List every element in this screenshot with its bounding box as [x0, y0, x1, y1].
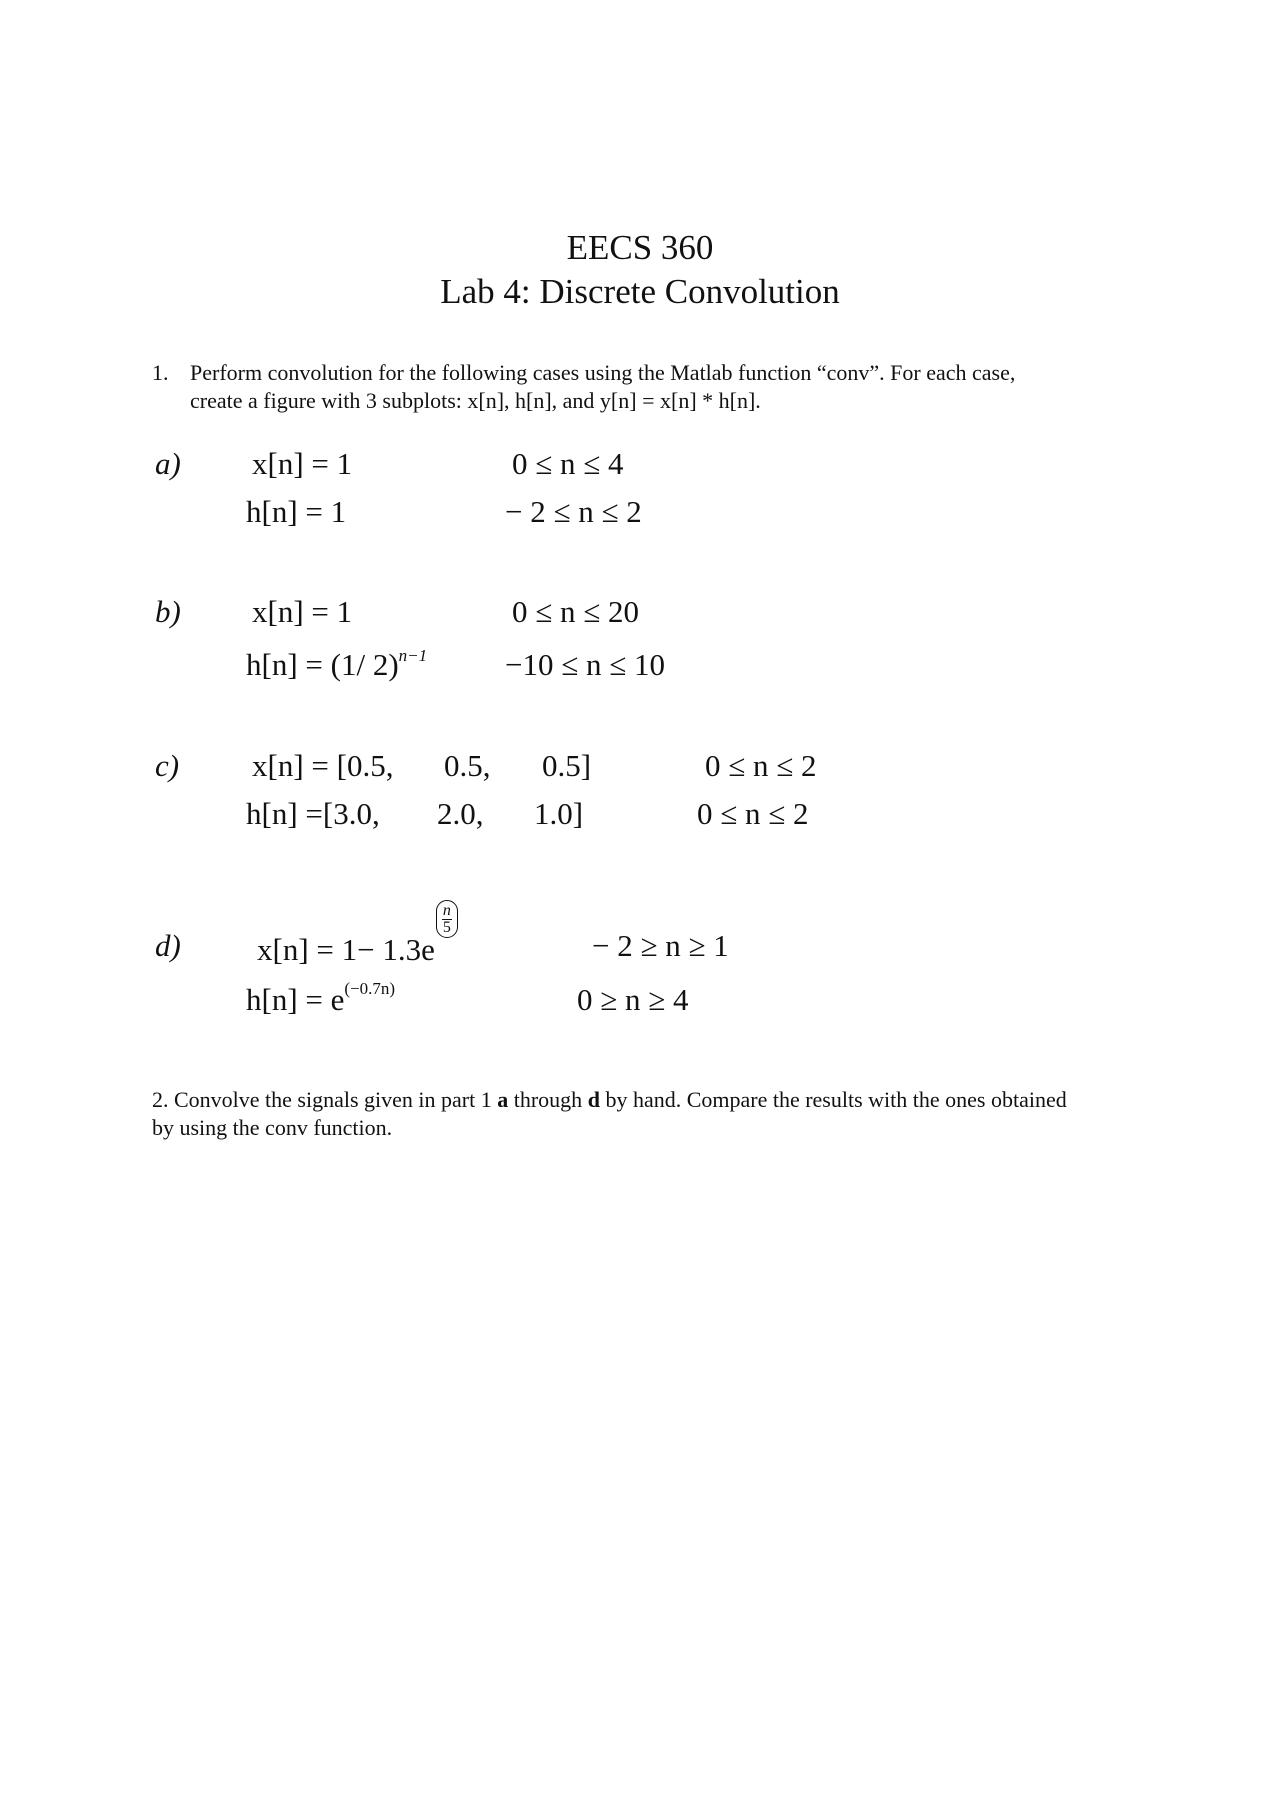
case-c-label: c) [155, 748, 180, 783]
case-b-h-base: h[n] = (1/ 2) [246, 647, 399, 682]
question-2-prefix: 2. Convolve the signals given in part 1 [152, 1087, 498, 1112]
case-c-h-value-3: 1.0] [534, 796, 584, 831]
case-b-h-exponent: n−1 [398, 646, 428, 665]
question-1-number: 1. [152, 360, 169, 385]
case-d-x-exponent-numerator: n [442, 902, 451, 919]
case-d-x-expression [257, 902, 458, 968]
question-1-line-2: create a figure with 3 subplots: x[n], h[n], and y[n] = x[n] * h[n]. [190, 388, 761, 413]
case-b-x-range: 0 ≤ n ≤ 20 [512, 594, 640, 629]
question-2-bold-a: a [497, 1087, 509, 1112]
case-a-label: a) [155, 446, 181, 481]
question-2-suffix: by hand. Compare the results with the ones obtained by using the conv function. [152, 1087, 1067, 1140]
case-b-h-range: −10 ≤ n ≤ 10 [505, 647, 666, 682]
question-2-bold-d: d [587, 1087, 600, 1112]
case-c-x-value-2: 0.5, [444, 748, 491, 783]
question-2 [152, 1086, 1092, 1142]
case-a-h-expression: h[n] = 1 [246, 494, 347, 529]
case-b-label: b) [155, 594, 181, 629]
case-d-x-exponent-denominator: 5 [442, 919, 451, 936]
case-d-h-expression [246, 979, 396, 1018]
case-d-h-range: 0 ≥ n ≥ 4 [577, 982, 689, 1017]
case-d-x-range: − 2 ≥ n ≥ 1 [592, 928, 729, 963]
case-b-x-expression: x[n] = 1 [252, 594, 353, 629]
question-1-line-1: Perform convolution for the following cases using the Matlab function “conv”. For each case, [190, 360, 1016, 385]
case-a-h-range: − 2 ≤ n ≤ 2 [505, 494, 642, 529]
case-d-label: d) [155, 928, 181, 963]
case-c-x-value-3: 0.5] [542, 748, 592, 783]
case-c-h-range: 0 ≤ n ≤ 2 [697, 796, 809, 831]
title-line-2: Lab 4: Discrete Convolution [440, 272, 840, 311]
case-d-h-exponent: (−0.7n) [344, 979, 396, 998]
case-d-x-exponent [436, 900, 458, 938]
case-c-x-head: x[n] = [0.5, [252, 748, 394, 783]
title-line-1: EECS 360 [566, 228, 714, 267]
case-c-x-range: 0 ≤ n ≤ 2 [705, 748, 817, 783]
case-c-h-head: h[n] =[3.0, [246, 796, 380, 831]
case-d-h-base: h[n] = e [246, 982, 345, 1017]
case-c-h-value-2: 2.0, [437, 796, 484, 831]
case-a-x-expression: x[n] = 1 [252, 446, 353, 481]
case-b-h-expression [246, 647, 427, 683]
case-d-x-base: x[n] = 1− 1.3e [257, 932, 435, 967]
case-a-x-range: 0 ≤ n ≤ 4 [512, 446, 624, 481]
question-2-middle: through [508, 1087, 588, 1112]
